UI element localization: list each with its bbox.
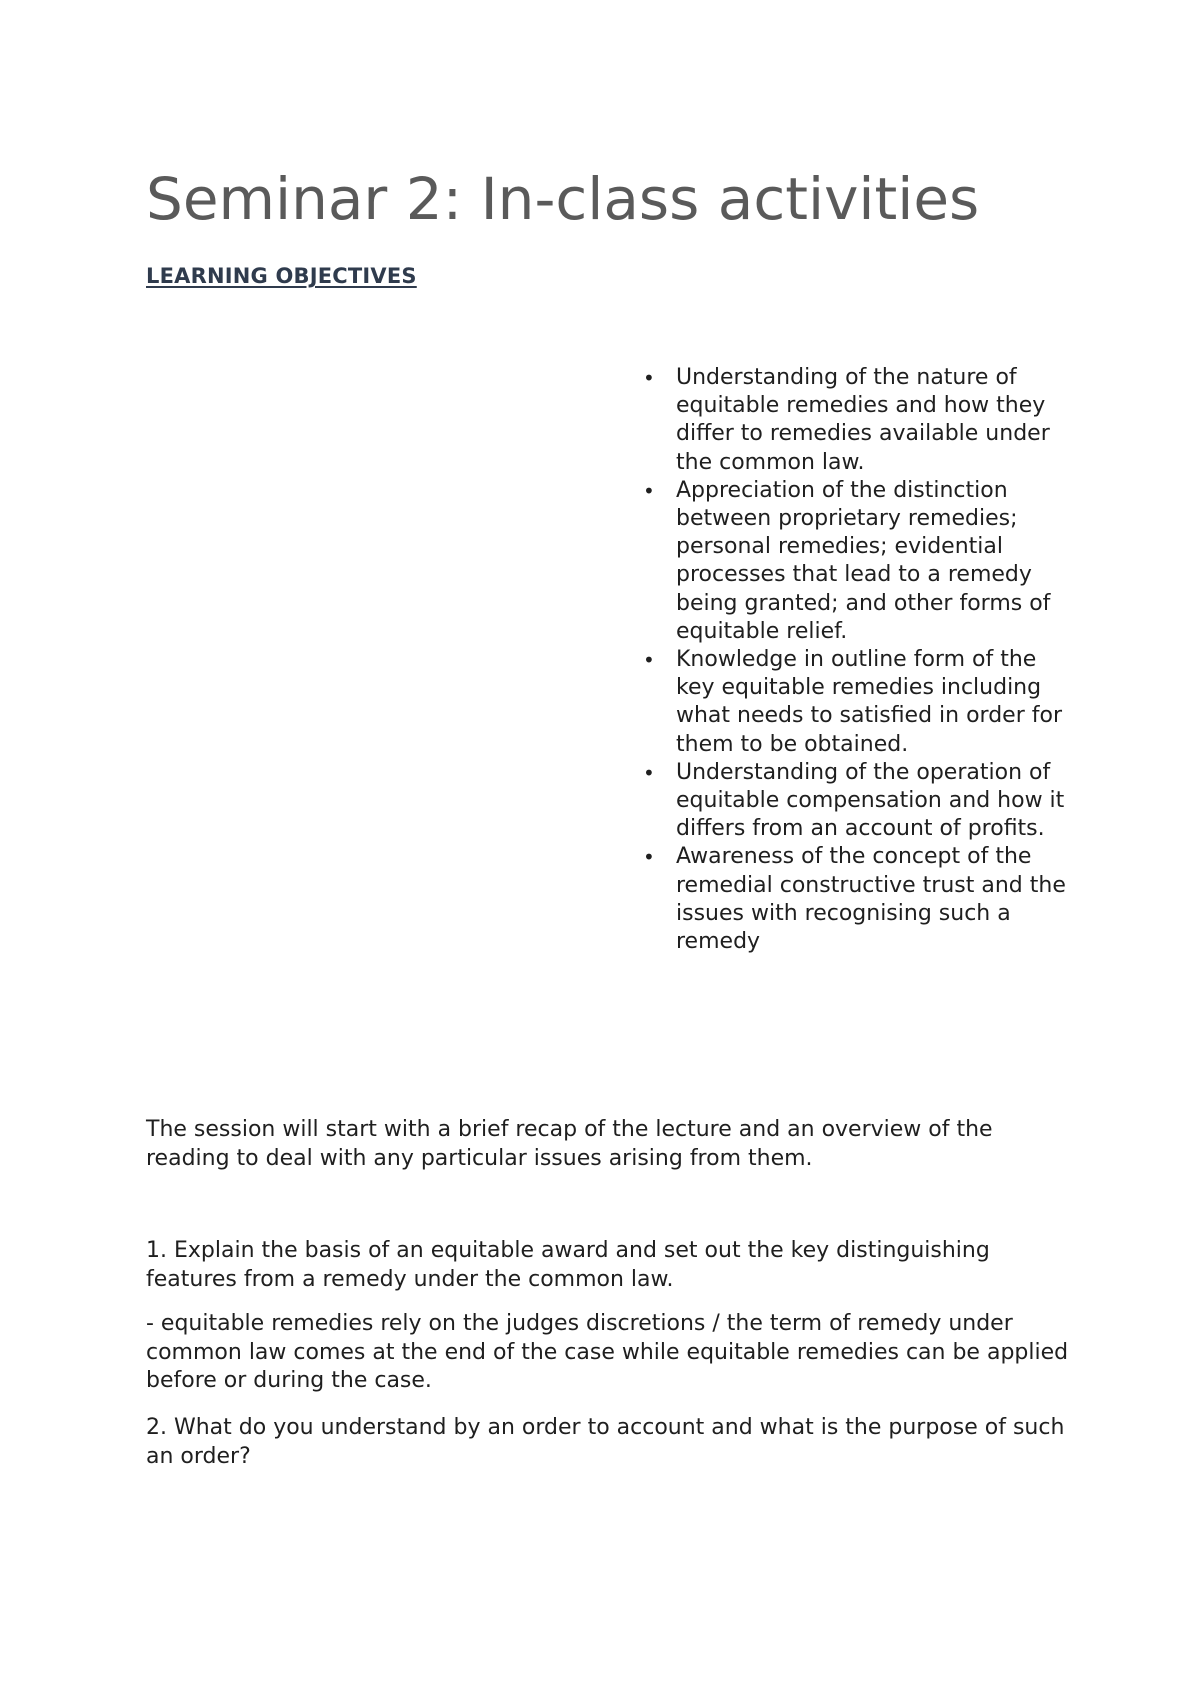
objective-text: Knowledge in outline form of the key equitable remedies including what needs to satisfied in order for them to be obtained. — [676, 647, 1062, 757]
objective-text: Understanding of the operation of equitable compensation and how it differs from an account of profits. — [676, 759, 1065, 842]
learning-objectives-list — [640, 364, 1070, 956]
objective-item — [640, 364, 1070, 477]
objective-text: Appreciation of the distinction between proprietary remedies; personal remedies; evidential processes that lead to a remedy being granted; and other forms of equitable relief. — [676, 477, 1051, 644]
bullet-icon: • — [643, 366, 655, 390]
objective-text: Understanding of the nature of equitable remedies and how they differ to remedies available under the common law. — [676, 365, 1050, 475]
bullet-icon: • — [643, 648, 655, 673]
question-1: 1. Explain the basis of an equitable award and set out the key distinguishing features from a remedy under the common law. — [146, 1238, 990, 1292]
objective-text: Awareness of the concept of the remedial constructive trust and the issues with recognising such a remedy — [676, 844, 1066, 955]
objective-item — [640, 477, 1070, 646]
bullet-icon: • — [643, 478, 655, 503]
question-2: 2. What do you understand by an order to account and what is the purpose of such an order? — [146, 1415, 1065, 1469]
learning-objectives-heading: LEARNING OBJECTIVES — [146, 264, 417, 288]
answer-1: - equitable remedies rely on the judges discretions / the term of remedy under common law comes at the end of the case while equitable remedies can be applied before or during the case. — [146, 1311, 1069, 1393]
objective-item — [640, 843, 1070, 956]
session-intro-paragraph: The session will start with a brief recap of the lecture and an overview of the reading to deal with any particular issues arising from them. — [146, 1117, 993, 1171]
bullet-icon: • — [643, 760, 655, 785]
page-title: Seminar 2: In-class activities — [146, 165, 980, 233]
bullet-icon: • — [643, 845, 655, 870]
objective-item — [640, 646, 1070, 759]
objective-item — [640, 759, 1070, 844]
